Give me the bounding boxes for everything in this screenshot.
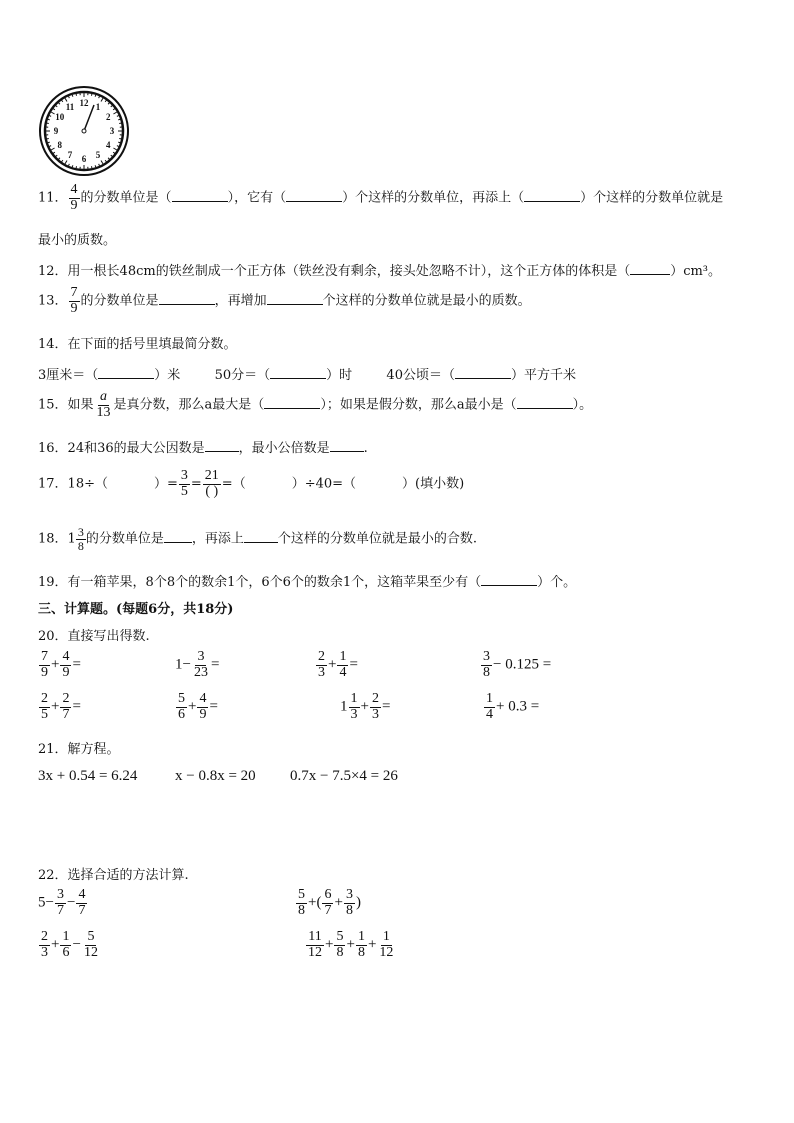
fraction: $\frac{3}{5}$ xyxy=(180,468,188,499)
expression: $\frac{5}{8}$ +( $\frac{6}{7}$ + $\frac{3}{8}$ ) xyxy=(298,887,361,918)
clock-numeral: 4 xyxy=(105,140,111,150)
question-16: 16．24和36的最大公因数是 ，最小公倍数是 . xyxy=(38,441,368,456)
answer-blank[interactable] xyxy=(264,408,320,409)
answer-blank[interactable] xyxy=(159,304,215,305)
question-13: 13． $\frac{7}{9}$ 的分数单位是 ，再增加 个这样的分数单位就是最小的质数。 xyxy=(38,285,531,316)
question-14-parts: 3厘米＝（ ）米 50分＝（ ）时 40公顷＝（ ）平方千米 xyxy=(38,368,576,383)
clock-tick xyxy=(48,142,50,143)
clock-tick xyxy=(118,142,120,143)
clock-numeral: 11 xyxy=(65,101,75,112)
answer-blank[interactable] xyxy=(164,542,192,543)
clock-tick xyxy=(95,95,96,97)
question-19: 19．有一箱苹果，8个8个的数余1个，6个6个的数余1个，这箱苹果至少有（ ）个。 xyxy=(38,575,577,590)
clock-numeral: 9 xyxy=(53,126,59,136)
answer-blank[interactable] xyxy=(455,378,511,379)
expression: $\frac{11}{12}$ + $\frac{5}{8}$ + $\frac{1}{8}$ + $\frac{1}{12}$ xyxy=(308,929,394,960)
expression: $\frac{2}{3}$ + $\frac{1}{4}$ = xyxy=(318,649,358,680)
expression: $\frac{2}{5}$ + $\frac{2}{7}$ = xyxy=(41,691,81,722)
expression: $\frac{2}{3}$ + $\frac{1}{6}$ − $\frac{5}{12}$ xyxy=(41,929,98,960)
answer-blank[interactable] xyxy=(244,542,278,543)
clock-numeral: 6 xyxy=(81,154,87,164)
fraction: $\frac{3}{8}$ xyxy=(77,525,84,553)
question-20-title: 20．直接写出得数. xyxy=(38,629,150,644)
fraction: $\frac{21}{( )}$ xyxy=(204,468,219,499)
answer-blank[interactable] xyxy=(98,378,154,379)
expression: 1− $\frac{3}{23}$ = xyxy=(175,649,220,680)
clock-numeral: 2 xyxy=(105,112,111,122)
equation: x − 0.8x = 20 xyxy=(175,768,256,784)
equation: 0.7x − 7.5×4 = 26 xyxy=(290,768,398,784)
answer-blank[interactable] xyxy=(205,451,239,452)
clock-tick xyxy=(72,95,73,97)
clock-numeral: 8 xyxy=(57,140,63,150)
fraction: $\frac{a}{13}$ xyxy=(96,389,111,420)
question-15: 15．如果 $\frac{a}{13}$ 是真分数，那么a最大是（ ）；如果是假分数，那么a最小是（ ）。 xyxy=(38,389,593,420)
section-title: 三、计算题。(每题6分，共18分) xyxy=(38,602,234,617)
answer-blank[interactable] xyxy=(517,408,573,409)
answer-blank[interactable] xyxy=(524,201,580,202)
clock-tick xyxy=(48,119,50,120)
answer-blank[interactable] xyxy=(286,201,342,202)
answer-blank[interactable] xyxy=(267,304,323,305)
question-11-line2: 最小的质数。 xyxy=(38,233,117,248)
clock-tick xyxy=(95,165,96,167)
clock-numeral: 7 xyxy=(67,150,73,161)
clock-image xyxy=(38,85,130,177)
question-11: 11． $\frac{4}{9}$ 的分数单位是（ ），它有（ ）个这样的分数单位，再添上（ ）个这样的分数单位就是 xyxy=(38,182,724,213)
answer-blank[interactable] xyxy=(481,585,537,586)
answer-blank[interactable] xyxy=(270,378,326,379)
clock-numeral: 5 xyxy=(95,150,101,161)
question-22-title: 22．选择合适的方法计算. xyxy=(38,868,189,883)
answer-blank[interactable] xyxy=(630,274,670,275)
clock-numeral: 3 xyxy=(109,126,115,136)
expression: $\frac{1}{4}$ + 0.3 = xyxy=(486,691,540,722)
expression: 5− $\frac{3}{7}$ − $\frac{4}{7}$ xyxy=(38,887,86,918)
question-14: 14．在下面的括号里填最简分数。 xyxy=(38,337,237,352)
expression: 1 $\frac{1}{3}$ + $\frac{2}{3}$ = xyxy=(340,691,391,722)
expression: $\frac{7}{9}$ + $\frac{4}{9}$ = xyxy=(41,649,81,680)
question-17: 17．18÷（ ）= $\frac{3}{5}$ = $\frac{21}{( )}$ =（ ）÷40=（ ）(填小数) xyxy=(38,468,465,499)
clock-numeral: 12 xyxy=(79,98,89,108)
answer-blank[interactable] xyxy=(330,451,364,452)
fraction: $\frac{7}{9}$ xyxy=(70,285,78,316)
clock-numeral: 1 xyxy=(95,101,101,112)
clock-numeral: 10 xyxy=(55,112,65,122)
question-12: 12．用一根长48cm的铁丝制成一个正方体（铁丝没有剩余，接头处忽略不计），这个正方体的体积是（ ）cm³。 xyxy=(38,264,722,279)
question-18: 18．1 $\frac{3}{8}$ 的分数单位是 ，再添上 个这样的分数单位就是最小的合数. xyxy=(38,525,477,553)
clock-tick xyxy=(72,165,73,167)
question-21-title: 21．解方程。 xyxy=(38,742,120,757)
equation: 3x + 0.54 = 6.24 xyxy=(38,768,138,784)
expression: $\frac{5}{6}$ + $\frac{4}{9}$ = xyxy=(178,691,218,722)
expression: $\frac{3}{8}$ − 0.125 = xyxy=(483,649,552,680)
answer-blank[interactable] xyxy=(172,201,228,202)
clock-tick xyxy=(118,119,120,120)
fraction: $\frac{4}{9}$ xyxy=(70,182,78,213)
